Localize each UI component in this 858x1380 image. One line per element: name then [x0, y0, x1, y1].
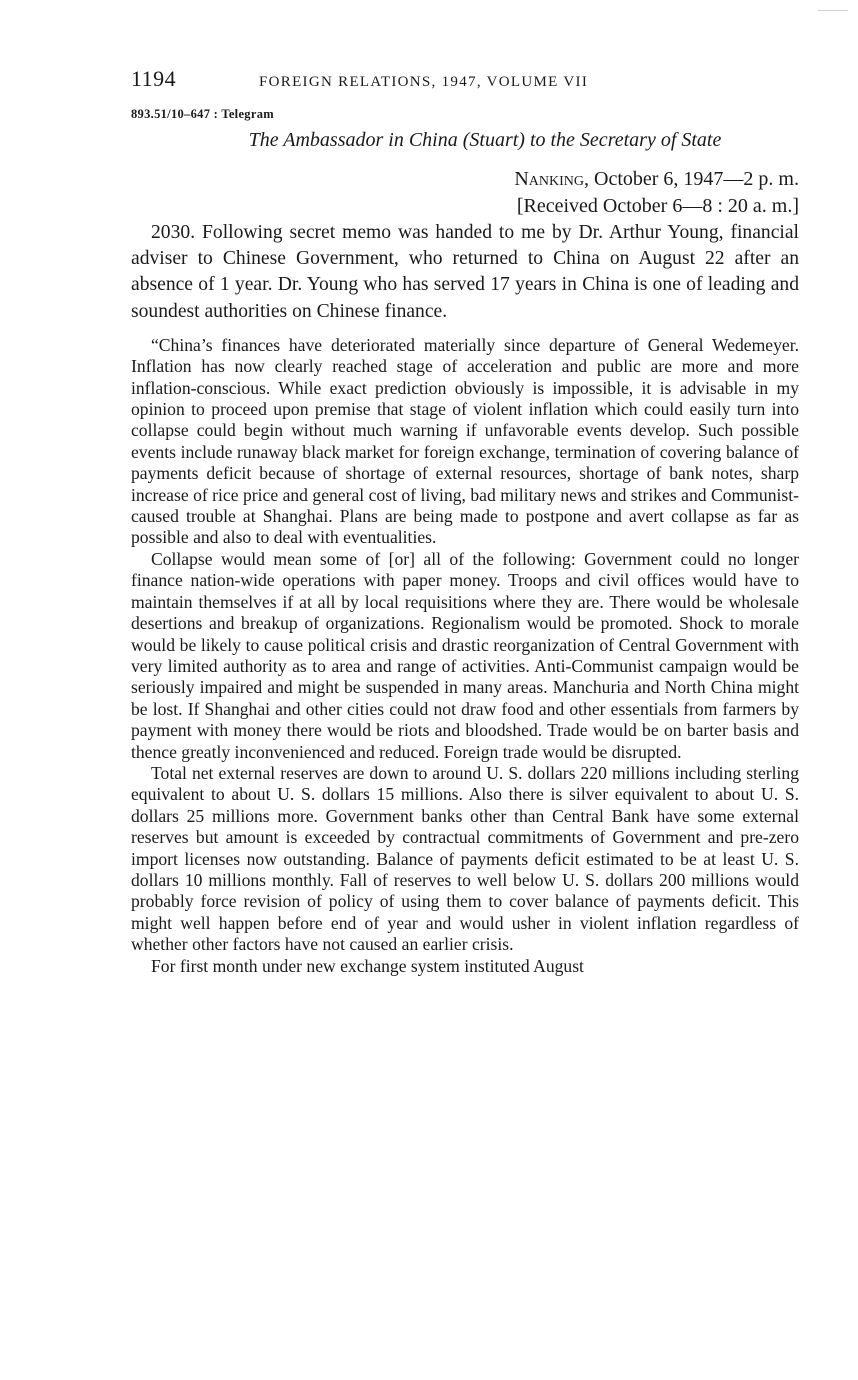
intro-paragraph: 2030. Following secret memo was handed to me by Dr. Arthur Young, financial adviser to Chinese Government, who returned to China on August 22 after an absence of 1 year. Dr. Young who has served 17 years in China is one of leading and soundest authorities on Chinese finance. [131, 222, 799, 322]
document-title: The Ambassador in China (Stuart) to the Secretary of State [248, 129, 722, 151]
memo-paragraph-1: “China’s finances have deteriorated materially since departure of General Wedemeyer. Inflation has now clearly reached stage of acceleration and public are more and more inflation-conscious. While exact prediction obviously is impossible, it is advisable in my opinion to proceed upon premise that stage of violent inflation which could easily turn into collapse could begin without much warning if unfavorable events develop. Such possible events include runaway black market for foreign exchange, termination of covering balance of payments deficit because of shortage of external resources, shortage of bank notes, sharp increase of rice price and general cost of living, bad military news and strikes and Communist-caused trouble at Shanghai. Plans are being made to postpone and avert collapse as far as possible and also to deal with eventualities. [131, 334, 799, 548]
memo-paragraph-2: Collapse would mean some of [or] all of the following: Government could no longer finance nation-wide operations with paper money. Troops and civil offices would have to maintain themselves if at all by local requisitions where they are. There would be wholesale desertions and breakup of organizations. Regionalism would be promoted. Shock to morale would be likely to cause political crisis and drastic reorganization of Central Government with very limited authority as to area and range of activities. Anti-Communist campaign would be seriously impaired and might be suspended in many areas. Manchuria and North China might be lost. If Shanghai and other cities could not draw food and other essentials from farmers by payment with money there would be riots and bloodshed. Trade would be on barter basis and thence greatly inconvenienced and reduced. Foreign trade would be disrupted. [131, 548, 799, 762]
dateline-received: [Received October 6—8 : 20 a. m.] [516, 195, 799, 217]
running-head: FOREIGN RELATIONS, 1947, VOLUME VII [259, 74, 589, 90]
dateline-sent [131, 166, 799, 193]
document-page [131, 66, 799, 977]
document-file-id: 893.51/10–647 : Telegram [131, 107, 274, 121]
scan-corner-mark [818, 10, 848, 11]
page-header [131, 66, 799, 94]
dateline [131, 166, 799, 220]
memo-paragraph-4: For first month under new exchange system instituted August [151, 955, 584, 976]
memo-section [131, 335, 799, 977]
intro-section [131, 220, 799, 325]
dateline-date: , October 6, 1947—2 p. m. [584, 168, 799, 190]
dateline-place: Nanking [514, 168, 585, 190]
page-number: 1194 [131, 66, 177, 91]
memo-paragraph-3: Total net external reserves are down to around U. S. dollars 220 millions including sterling equivalent to about U. S. dollars 15 millions. Also there is silver equivalent to about U. S. dollars 25 millions more. Government banks other than Central Bank have some external reserves but amount is exceeded by contractual commitments of Government and pre-zero import licenses now outstanding. Balance of payments deficit estimated to be at least U. S. dollars 10 millions monthly. Fall of reserves to well below U. S. dollars 200 millions would probably force revision of policy of using them to cover balance of payments deficit. This might well happen before end of year and would usher in violent inflation regardless of whether other factors have not caused an earlier crisis. [131, 762, 799, 955]
